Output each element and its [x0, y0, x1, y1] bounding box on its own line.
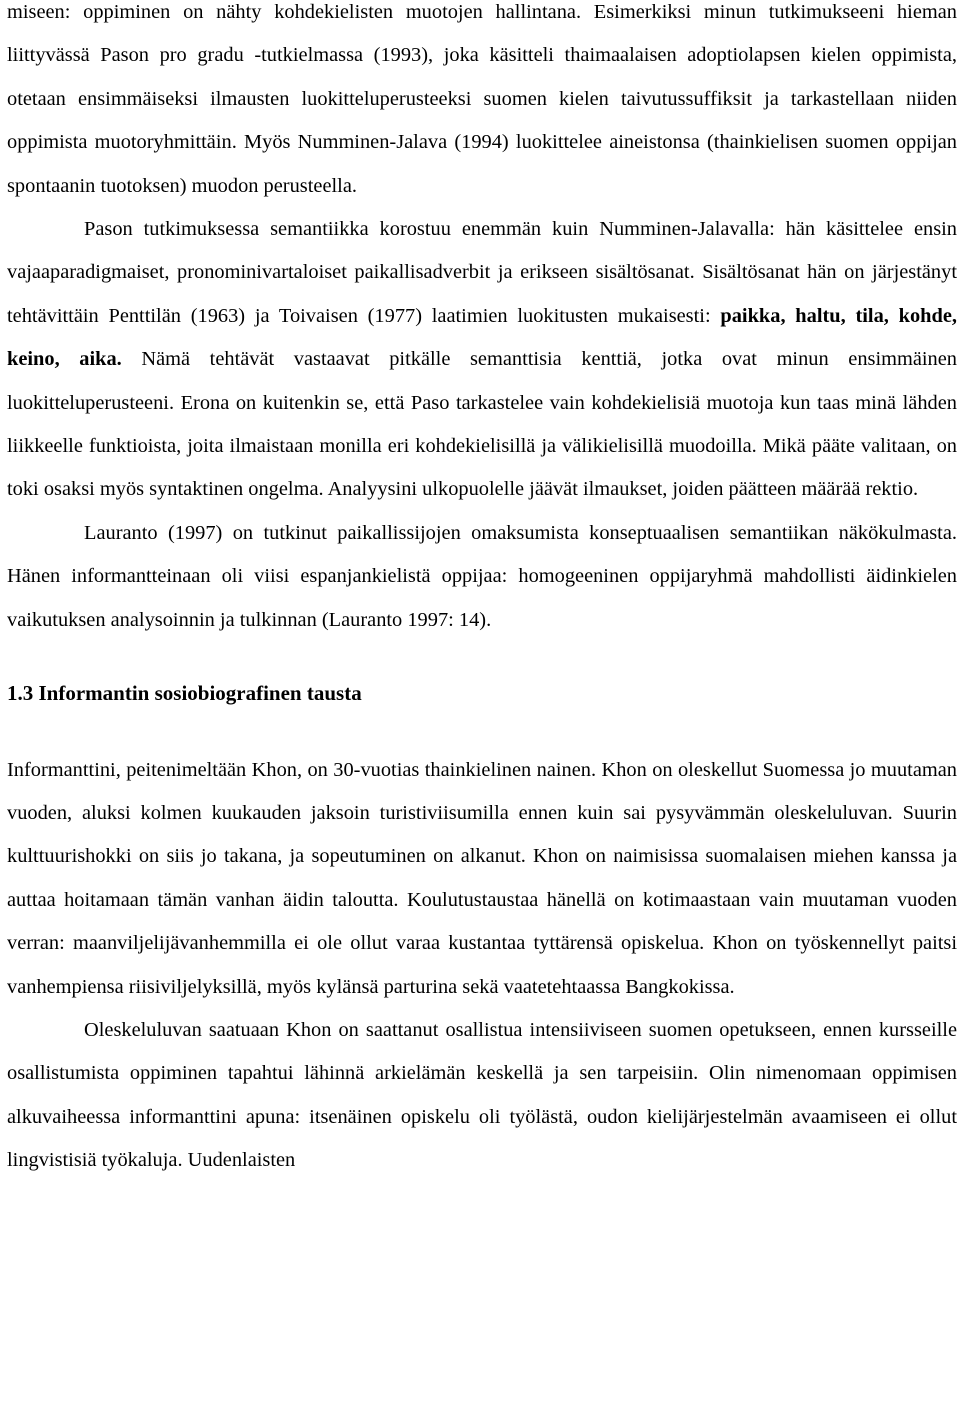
paragraph-residence: Oleskeluluvan saatuaan Khon on saattanut osallistua intensiiviseen suomen opetukseen, ennen kursseille osallistumista oppiminen tapahtui lähinnä arkielämän keskellä ja sen tarpeisiin. Olin nimenomaan oppimisen alkuvaiheessa informanttini apuna: itsenäinen opiskelu oli työlästä, oudon kielijärjestelmän avaamiseen ei ollut lingvistisiä työkaluja. Uudenlaisten: [7, 1018, 957, 1172]
paragraph-paso-text-1: Pason tutkimuksessa semantiikka korostuu enemmän kuin Numminen-Jalavalla: hän käsittelee ensin vajaaparadigmaiset, pronominivartaloiset paikallisadverbit ja erikseen sisältösanat. Sisältösanat hän on järjestänyt tehtävittäin Penttilän (1963) ja Toivaisen (1977) laatimien luokitusten mukaisesti:: [7, 218, 957, 327]
paragraph-paso-bold-list: paikka, haltu, tila, kohde, keino, aika.: [7, 304, 957, 371]
paragraph-continued: miseen: oppiminen on nähty kohdekielisten muotojen hallintana. Esimerkiksi minun tutkimukseeni hieman liittyvässä Pason pro gradu -tutkielmassa (1993), joka käsitteli thaimaalaisen adoptiolapsen kielen oppimista, otetaan ensimmäiseksi ilmausten luokitteluperusteeksi suomen kielen taivutussuffiksit ja tarkastellaan niiden oppimista muotoryhmittäin. Myös Numminen-Jalava (1994) luokittelee aineistonsa (thainkielisen suomen oppijan spontaanin tuotoksen) muodon perusteella.: [7, 1, 957, 197]
section-heading: 1.3 Informantin sosiobiografinen tausta: [7, 681, 362, 706]
document-page: [7, 0, 957, 1183]
paragraph-paso-text-2: Nämä tehtävät vastaavat pitkälle semanttisia kenttiä, jotka ovat minun ensimmäinen luokitteluperusteeni. Erona on kuitenkin se, että Paso tarkastelee vain kohdekielisiä muotoja kun taas minä lähden liikkeelle funktioista, joita ilmaistaan monilla eri kohdekielisillä ja välikielisillä muodoilla. Mikä pääte valitaan, on toki osaksi myös syntaktinen ongelma. Analyysini ulkopuolelle jäävät ilmaukset, joiden päätteen määrää rektio.: [7, 348, 957, 501]
paragraph-lauranto: Lauranto (1997) on tutkinut paikallissijojen omaksumista konseptuaalisen semantiikan näkökulmasta. Hänen informantteinaan oli viisi espanjankielistä oppijaa: homogeeninen oppijaryhmä mahdollisti äidinkielen vaikutuksen analysoinnin ja tulkinnan (Lauranto 1997: 14).: [7, 521, 957, 631]
paragraph-informant: Informanttini, peitenimeltään Khon, on 30-vuotias thainkielinen nainen. Khon on oleskellut Suomessa jo muutaman vuoden, aluksi kolmen kuukauden jaksoin turistiviisumilla ennen kuin sai pysyvämmän oleskeluluvan. Suurin kulttuurishokki on siis jo takana, ja sopeutuminen on alkanut. Khon on naimisissa suomalaisen miehen kanssa ja auttaa hoitamaan tämän vanhan äidin taloutta. Koulutustaustaa hänellä on kotimaastaan vain muutaman vuoden verran: maanviljelijävanhemmilla ei ole ollut varaa kustantaa tyttärensä opiskelua. Khon on työskennellyt paitsi vanhempiensa riisiviljelyksillä, myös kylänsä parturina sekä vaatetehtaassa Bangkokissa.: [7, 758, 957, 998]
paragraph-paso: [7, 208, 957, 512]
